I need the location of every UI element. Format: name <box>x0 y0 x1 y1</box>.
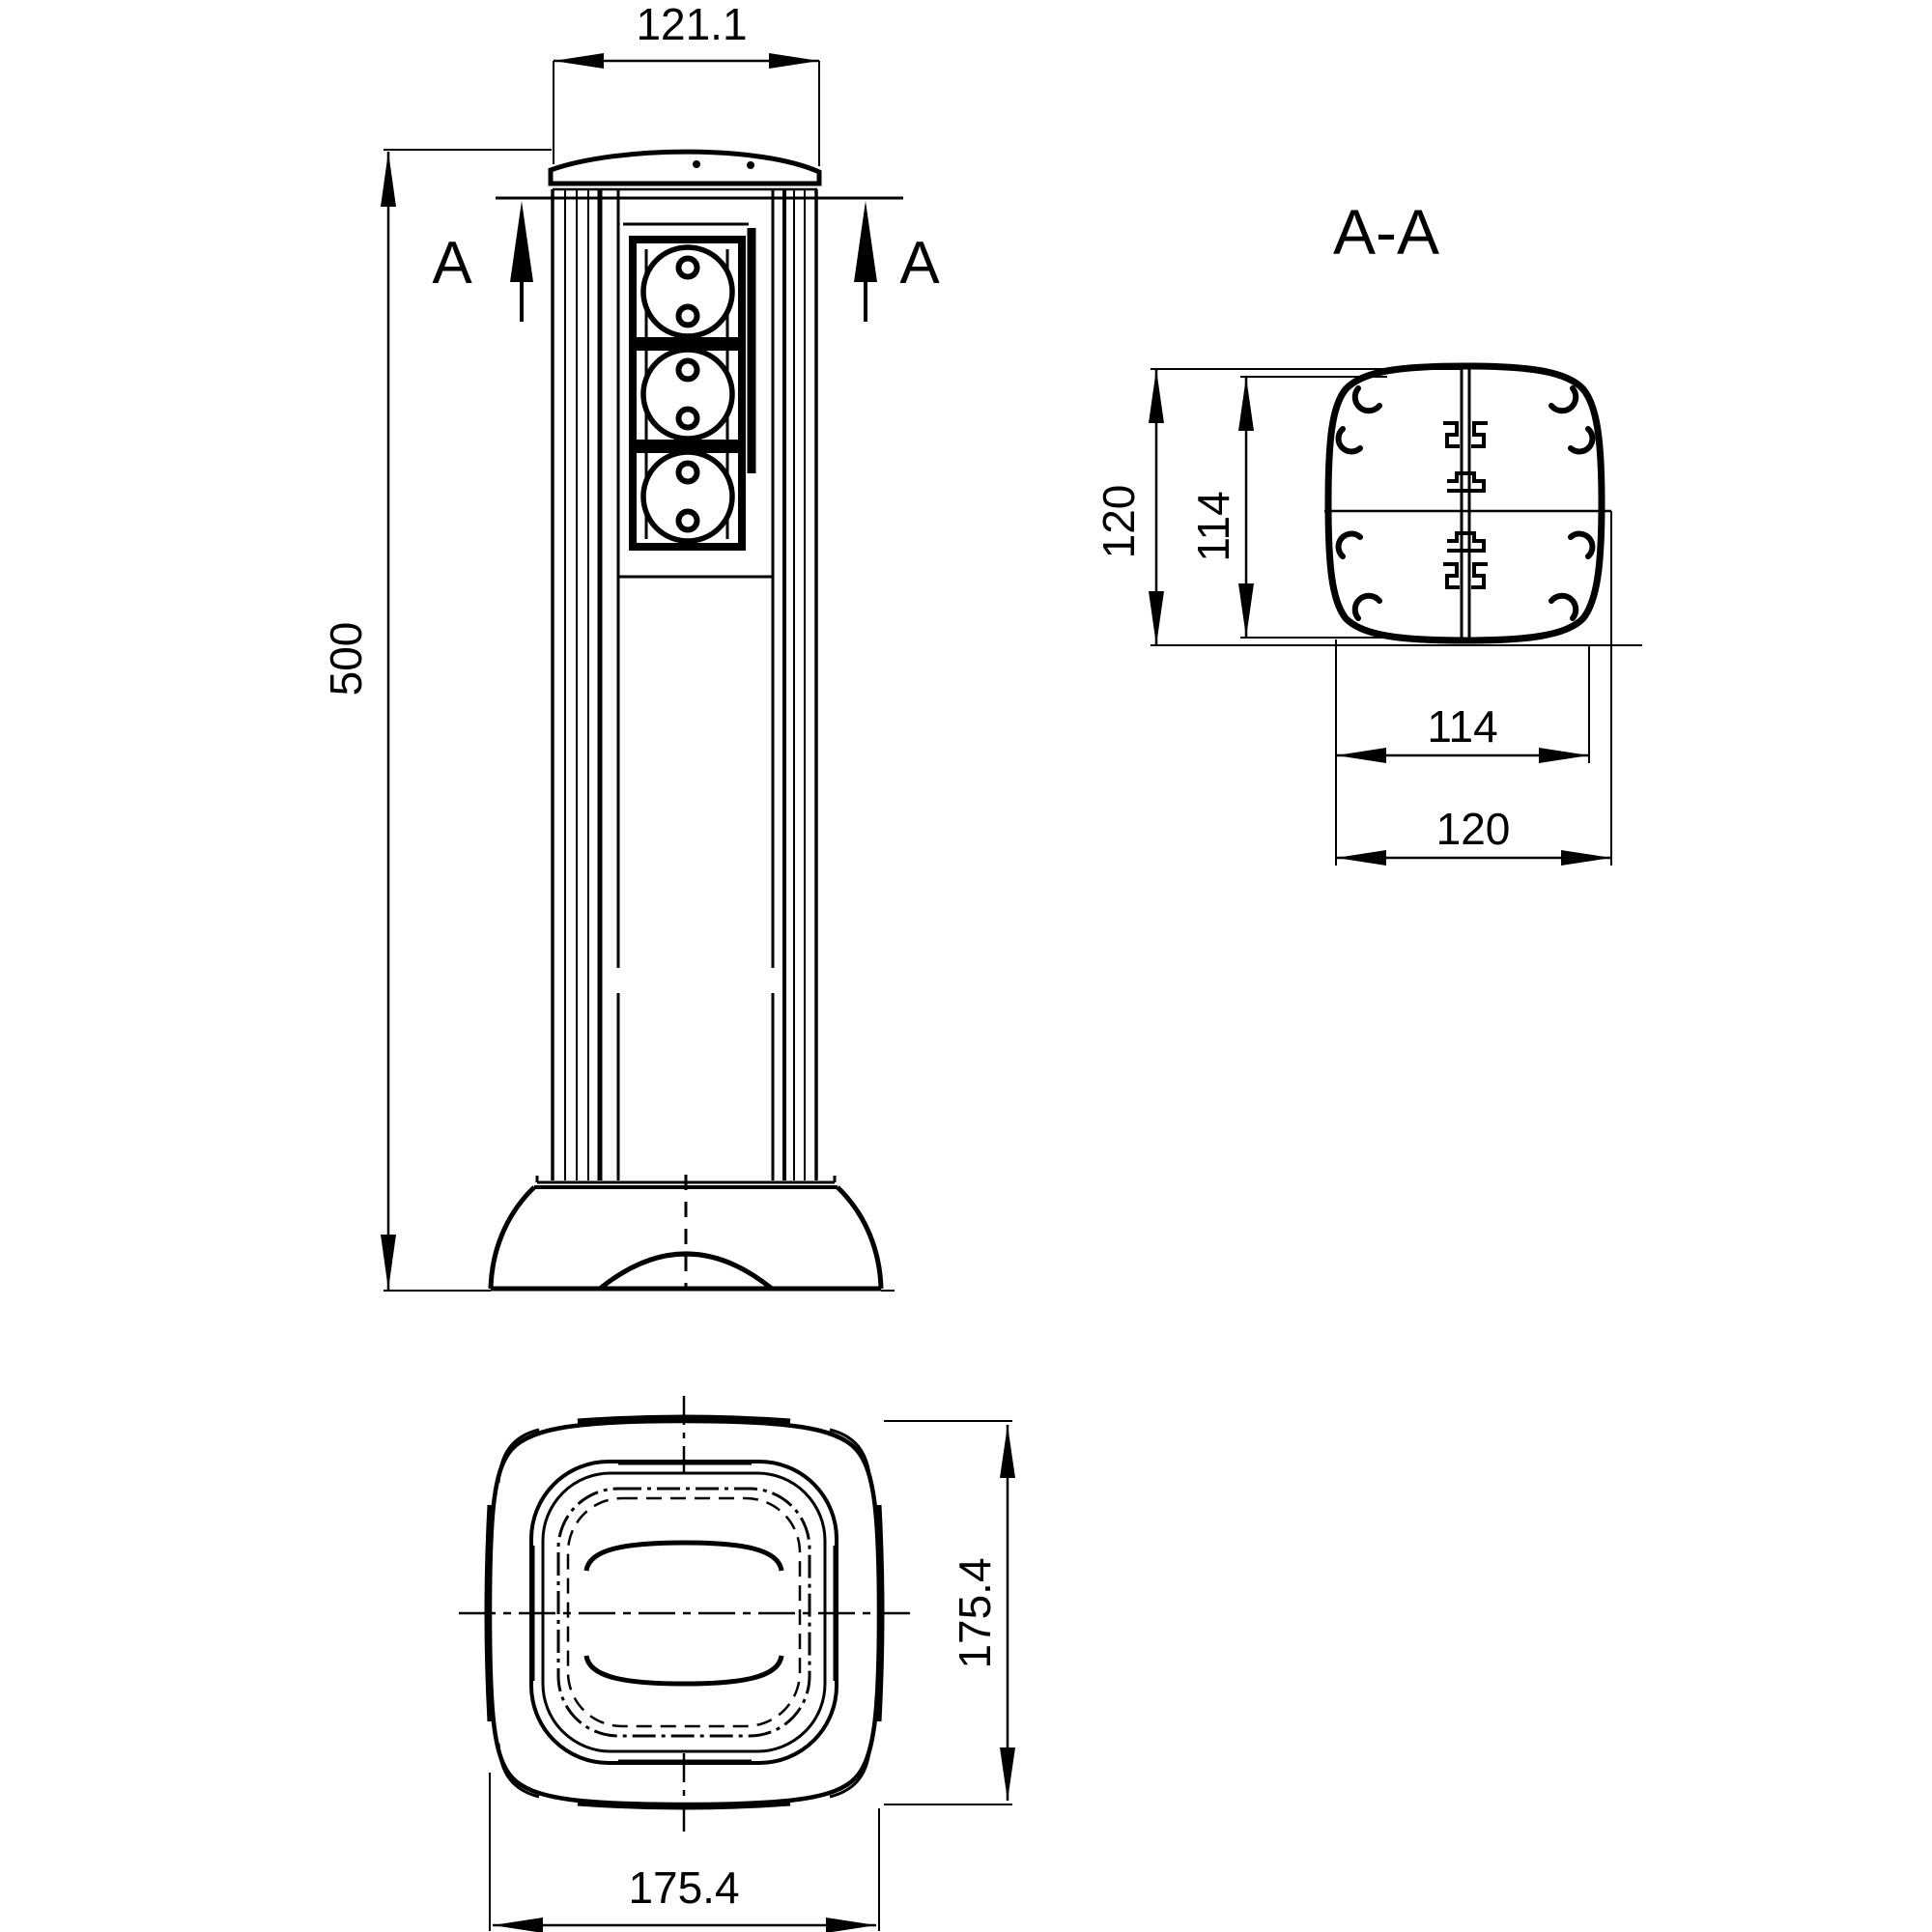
interlock-clip <box>1471 423 1488 446</box>
section-view-aa <box>1149 366 1642 866</box>
arrowhead <box>1561 850 1611 866</box>
dim-175-4-right-label: 175.4 <box>950 1557 1000 1669</box>
interlock-clip <box>1443 564 1460 587</box>
drawing-labels <box>321 0 1510 1913</box>
opening-arc-bottom <box>586 1656 781 1684</box>
section-title: A-A <box>1332 196 1440 268</box>
hook-detail <box>1551 596 1576 618</box>
interlock-clip <box>1447 533 1484 551</box>
dim-120-horizontal-label: 120 <box>1435 804 1511 854</box>
socket-pin-hole <box>679 512 697 530</box>
socket-pin-hole <box>679 464 697 482</box>
arrowhead <box>1149 369 1164 423</box>
dim-114-vertical-label: 114 <box>1188 491 1238 562</box>
dim-121-1-label: 121.1 <box>636 0 748 49</box>
arrowhead <box>1539 748 1589 763</box>
arrowhead <box>769 53 819 69</box>
arrowhead <box>381 152 396 207</box>
arrowhead <box>381 1235 396 1290</box>
cap-outline <box>551 152 819 184</box>
arrowhead <box>1238 377 1254 431</box>
divider-interlocks <box>1443 423 1488 587</box>
section-arrow-left <box>510 201 533 282</box>
dim-width-121 <box>554 53 819 166</box>
dim-175-4-bottom-label: 175.4 <box>628 1862 740 1913</box>
dim-114-horizontal-label: 114 <box>1427 701 1498 752</box>
socket-pin-hole <box>679 259 697 277</box>
section-arrow-right <box>854 201 877 282</box>
dim-500-label: 500 <box>321 621 371 696</box>
arrowhead <box>1000 1425 1015 1478</box>
profile-outline <box>1328 366 1602 640</box>
socket-pin-hole <box>679 410 697 428</box>
arrowhead <box>554 53 604 69</box>
socket-outlet-2 <box>643 350 732 439</box>
arrowhead <box>1238 583 1254 638</box>
base-side-curve <box>838 1187 881 1289</box>
hook-detail <box>1339 429 1360 451</box>
corner-hooks <box>1339 388 1593 618</box>
arrowhead <box>826 1918 876 1932</box>
dim-120-vertical-label: 120 <box>1094 484 1144 559</box>
section-arrow-label-right: A <box>899 230 940 297</box>
pillar-cap <box>551 152 819 189</box>
interlock-clip <box>1447 473 1484 491</box>
interlock-clip <box>1443 423 1460 446</box>
arrowhead <box>1149 591 1164 645</box>
cap-screw-dot <box>747 161 754 169</box>
socket-pin-hole <box>679 361 697 380</box>
hook-detail <box>1339 534 1360 556</box>
dim-section-height-114 <box>1238 377 1410 638</box>
hook-detail <box>1571 534 1592 556</box>
socket-outlet-3 <box>643 452 732 541</box>
hook-detail <box>1355 596 1379 618</box>
socket-outlet-1 <box>643 247 732 336</box>
opening-arc-top <box>586 1543 781 1571</box>
arrowhead <box>493 1918 543 1932</box>
arrowhead <box>1000 1747 1015 1801</box>
socket-module <box>618 224 773 577</box>
base-side-curve <box>491 1187 534 1289</box>
socket-pin-hole <box>679 307 697 326</box>
hook-detail <box>1571 429 1592 451</box>
section-arrow-label-left: A <box>432 230 472 297</box>
hook-detail <box>1551 388 1576 411</box>
hook-detail <box>1355 388 1379 411</box>
arrowhead <box>1336 850 1386 866</box>
cap-screw-dot <box>693 160 700 168</box>
bottom-view <box>459 1396 1015 1932</box>
interlock-clip <box>1471 564 1488 587</box>
arrowhead <box>1336 748 1386 763</box>
pillar-base <box>491 1175 881 1289</box>
